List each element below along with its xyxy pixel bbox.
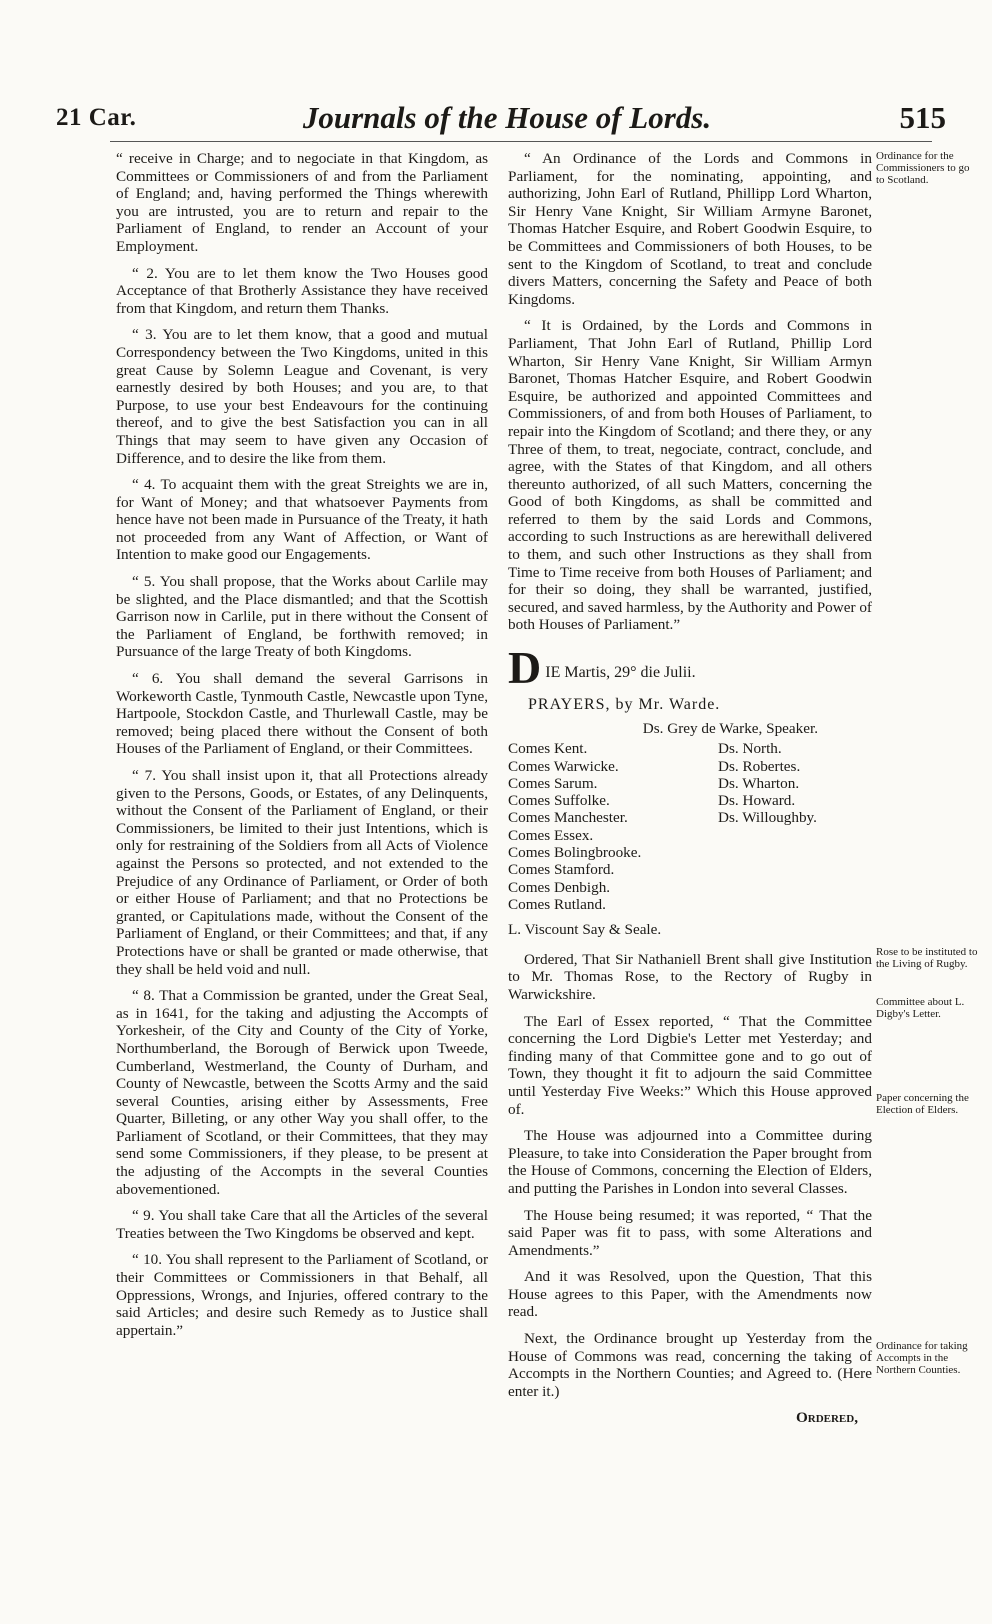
- instruction-paragraph: “ 9. You shall take Care that all the Articles of the several Treaties between the Two Kingdoms be observed and kept.: [116, 1207, 488, 1242]
- ordinance-title: “ An Ordinance of the Lords and Commons in Parliament, for the nominating, appointing, and authorizing, John Earl of Rutland, Phillipp Lord Wharton, Sir Henry Vane Knight, Sir William Armyne Baronet, Thomas Hatcher Esquire, and Robert Goodwin Esquire, to be Committees and Commissioners of both Houses, to be sent to the Kingdom of Scotland, to treat and conclude divers Matters, concerning the Safety and Peace of both Kingdoms.: [508, 150, 872, 308]
- instruction-paragraph: “ 6. You shall demand the several Garrisons in Workeworth Castle, Tynmouth Castle, Newcastle upon Tyne, Hartpoole, Stockdon Castle, and Thurlewall Castle, may be removed; being placed there without the Consent of both Houses of the Parliament of England, or their Committees.: [116, 670, 488, 758]
- proceeding-paragraph: Ordered, That Sir Nathaniell Brent shall give Institution to Mr. Thomas Rose, to the Rectory of Rugby in Warwickshire.: [508, 950, 872, 1003]
- lord-entry: Comes Kent.: [508, 740, 588, 758]
- proceeding-paragraph: And it was Resolved, upon the Question, That this House agrees to this Paper, with the Amendments now read.: [508, 1268, 872, 1321]
- ordinance-body: “ It is Ordained, by the Lords and Commons in Parliament, That John Earl of Rutland, Phillip Lord Wharton, Sir Henry Vane Knight, Sir William Armyn Baronet, Thomas Hatcher Esquire, and Robert Goodwin Esquire, be authorized and appointed Committees and Commissioners, of and from both Houses of Parliament, to repair into the Kingdom of Scotland; and there they, or any Three of them, to treat, negociate, contract, conclude, and agree, with the States of that Kingdom, and all others thereunto authorized, of all such Matters, concerning the Good of both Kingdoms, as shall be committed and referred to them by the said Lords and Commons, according to such Instructions as are herewithall delivered to them, and such other Instructions as they shall from Time to Time receive from both Houses of Parliament; and for their so doing, they shall be warranted, justified, secured, and saved harmless, by the Authority and Power of both Houses of Parliament.”: [508, 317, 872, 634]
- instruction-paragraph: “ 7. You shall insist upon it, that all Protections already given to the Persons, Goods, or Estates, of any Delinquents, without the Consent of the Parliament of England, or their Commissioners, be limited to their just Intentions, which is only for restraining of the Soldiers from all Acts of Violence against the Persons so protected, and not extended to the Prejudice of any Ordinance of Parliament, or Order of both or either House of Parliament; and that no Protections be granted, or Capitulations made, without the Consent of the Parliament of England, or their Committees; and that, if any Protections have or shall be granted or made otherwise, that they shall be held void and null.: [116, 767, 488, 978]
- lord-entry: Comes Bolingbrooke.: [508, 844, 642, 861]
- header-rule: [110, 141, 932, 142]
- lords-column-barons: [718, 740, 868, 913]
- proceeding-paragraph: The House being resumed; it was reported, “ That the said Paper was fit to pass, with some Alterations and Amendments.”: [508, 1206, 872, 1259]
- running-header: [50, 100, 964, 140]
- instruction-paragraph: “ 10. You shall represent to the Parliament of Scotland, or their Committees or Commissioners in that Behalf, all Oppressions, Wrongs, and Injuries, offered contrary to the said Articles; and desire such Remedy as to Justice shall appertain.”: [116, 1251, 488, 1339]
- lord-entry: Comes Denbigh.: [508, 878, 611, 896]
- left-column: [116, 150, 488, 1348]
- lord-entry: Comes Stamford.: [508, 861, 615, 879]
- lord-entry: Ds. Robertes.: [718, 757, 801, 775]
- instruction-paragraph: “ 4. To acquaint them with the great Streights we are in, for Want of Money; and that whatsoever Payments from hence have not been made in Pursuance of the Treaty, it hath not proceeded from any Want of Affection, or Want of Intention to make good our Engagements.: [116, 476, 488, 564]
- lords-column-comes: [508, 740, 718, 913]
- instruction-paragraph: “ receive in Charge; and to negociate in that Kingdom, as Committees or Commissioners of and from the Parliament of England; and, having performed the Things wherewith you are intrusted, you are to return and repair to the Parliament of England, to render an Account of your Employment.: [116, 150, 488, 255]
- right-column: [508, 150, 872, 1427]
- margin-note: Paper concerning the Election of Elders.: [876, 1092, 969, 1116]
- margin-note: Ordinance for taking Accompts in the Northern Counties.: [876, 1340, 968, 1376]
- lord-entry: Comes Sarum.: [508, 774, 598, 792]
- drop-cap: D: [508, 642, 542, 694]
- prayers-line: PRAYERS, by Mr. Warde.: [528, 696, 721, 714]
- catchword: Ordered,: [795, 1409, 858, 1427]
- lord-entry: Comes Warwicke.: [508, 757, 619, 775]
- margin-note: Rose to be instituted to the Living of Rugby.: [876, 946, 978, 970]
- lord-entry: Comes Rutland.: [508, 895, 606, 913]
- journal-title: Journals of the House of Lords.: [302, 100, 712, 135]
- regnal-year: 21 Car.: [56, 104, 137, 131]
- page-number: 515: [899, 100, 946, 135]
- proceeding-paragraph: Next, the Ordinance brought up Yesterday from the House of Commons was read, concerning the taking of Accompts in the Northern Counties; and Agreed to. (Here enter it.): [508, 1330, 872, 1400]
- margin-note: Committee about L. Digby's Letter.: [876, 996, 965, 1020]
- lord-entry: Comes Suffolke.: [508, 792, 610, 810]
- lord-entry: Ds. Wharton.: [718, 774, 800, 792]
- proceeding-paragraph: The Earl of Essex reported, “ That the Committee concerning the Lord Digbie's Letter met Yesterday; and finding many of that Committee gone and to go out of Town, they thought it fit to adjourn the said Committee until Yesterday Five Weeks:” Which this House approved of.: [508, 1012, 872, 1118]
- proceeding-paragraph: The House was adjourned into a Committee during Pleasure, to take into Consideration the Paper brought from the House of Commons, concerning the Election of Elders, and putting the Parishes in London into several Classes.: [508, 1127, 872, 1197]
- lords-present-list: [508, 740, 872, 913]
- lord-entry: Comes Manchester.: [508, 809, 628, 827]
- lord-entry: Comes Essex.: [508, 826, 594, 844]
- lord-entry: Ds. North.: [718, 740, 782, 758]
- instruction-paragraph: “ 2. You are to let them know the Two Houses good Acceptance of that Brotherly Assistance they have received from that Kingdom, and return them Thanks.: [116, 264, 488, 317]
- instruction-paragraph: “ 5. You shall propose, that the Works about Carlile may be slighted, and the Place dismantled; and that the Scottish Garrison now in Carlile, put in there without the Consent of the Parliament of England, be forthwith removed; in Pursuance of the large Treaty of both Kingdoms.: [116, 573, 488, 661]
- lord-entry: Ds. Willoughby.: [718, 809, 817, 827]
- viscount-line: L. Viscount Say & Seale.: [508, 921, 662, 939]
- speaker-line: Ds. Grey de Warke, Speaker.: [642, 719, 818, 737]
- instruction-paragraph: “ 3. You are to let them know, that a good and mutual Correspondency between the Two Kingdoms, united in this great Cause by Solemn League and Covenant, is very earnestly desired by both Houses; and you are, to that Purpose, to use your best Endeavours for the continuing thereof, and to give the best Satisfaction you can in all Things that may seem to have given any Occasion of Difference, and to desire the like from them.: [116, 326, 488, 467]
- day-date: IE Martis, 29° die Julii.: [545, 664, 696, 682]
- day-heading: [508, 642, 872, 694]
- instruction-paragraph: “ 8. That a Commission be granted, under the Great Seal, as in 1641, for the taking and adjusting the Accompts of Yorkesheir, of the City and County of the City of Yorke, Northumberland, the Borough of Berwick upon Tweede, Cumberland, Westmerland, the County of Durham, and County of Newcastle, between the Scotts Army and the said several Counties, arising either by Assessments, Free Quarter, Billeting, or any other Way you shall offer, to the Parliament of Scotland, or their Committees, that they may send some Commissioners, if they please, to be present at the adjusting of the Accompts in the several Counties abovementioned.: [116, 987, 488, 1198]
- lord-entry: Ds. Howard.: [718, 792, 796, 810]
- margin-note: Ordinance for the Commissioners to go to Scotland.: [876, 150, 970, 186]
